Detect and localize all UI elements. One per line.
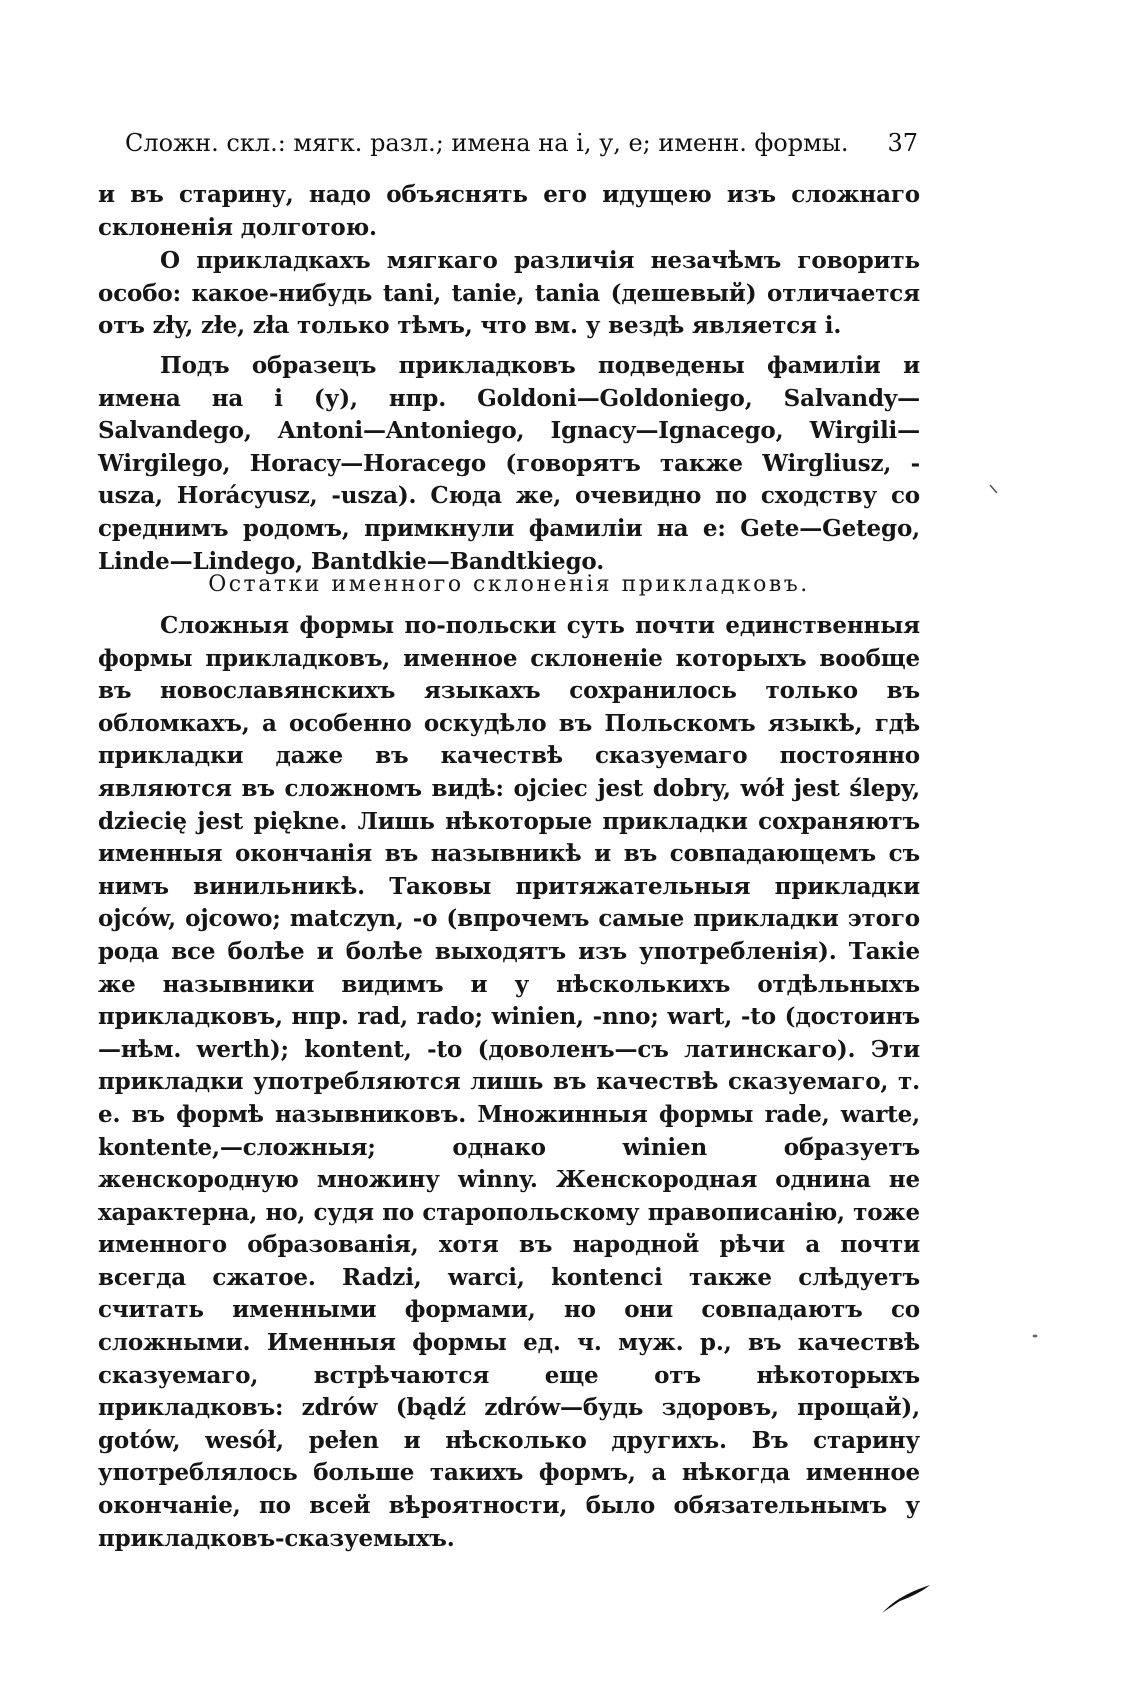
paragraph: и въ старину, надо объяснять его идущею изъ сложнаго склоненія долготою. [98, 181, 920, 241]
stray-dot-icon [1032, 1334, 1038, 1338]
running-header [125, 128, 918, 158]
paragraph: Сложныя формы по-польски суть почти единственныя формы прикладковъ, именное склоненіе которыхъ вообще въ новославянскихъ языкахъ сохранилось только въ обломкахъ, а особенно оскудѣло въ Польскомъ языкѣ, гдѣ прикладки даже въ качествѣ сказуемаго постоянно являются въ сложномъ видѣ: ojciec jest dobry, wół jest ślepy, dziecię jest piękne. Лишь нѣкоторые прикладки сохраняютъ именныя окончанія въ назывникѣ и въ совпадающемъ съ нимъ винильникѣ. Таковы притяжательныя прикладки ojców, ojcowo; matczyn, -o (впрочемъ самые прикладки этого рода все болѣе и болѣе выходятъ изъ употребленія). Такіе же назывники видимъ и у нѣсколькихъ отдѣльныхъ прикладковъ, нпр. rad, rado; winien, -nno; wart, -to (достоинъ—нѣм. werth); kontent, -to (доволенъ—съ латинскаго). Эти прикладки употребляются лишь въ качествѣ сказуемаго, т. е. въ формѣ назывниковъ. Множинныя формы rade, warte, kontente,—сложныя; однако winien образуетъ женскородную множину winny. Женскородная однина не характерна, но, судя по старопольскому правописанію, тоже именного образованія, хотя въ народной рѣчи а почти всегда сжатое. Radzi, warci, kontenci также слѣдуетъ считать именными формами, но они совпадаютъ со сложными. Именныя формы ед. ч. муж. р., въ качествѣ сказуемаго, встрѣчаются еще отъ нѣкоторыхъ прикладковъ: zdrów (bądź zdrów—будь здоровъ, прощай), gotów, wesół, pełen и нѣсколько другихъ. Въ старину употреблялось больше такихъ формъ, а нѣкогда именное окончаніе, по всей вѣроятности, было обязательнымъ у прикладковъ-сказуемыхъ. [98, 612, 920, 1552]
text-block [98, 179, 920, 244]
pen-stroke-icon [880, 1583, 932, 1615]
stray-mark-icon [988, 483, 1000, 495]
page-number: 37 [887, 129, 918, 157]
running-title: Сложн. скл.: мягк. разл.; имена на і, у, е; именн. формы. [125, 129, 849, 157]
paragraph: О прикладкахъ мягкаго различія незачѣмъ говорить особо: какое-нибудь tani, tanie, tania (дешевый) отличается отъ zły, złe, zła только тѣмъ, что вм. у вездѣ является і. [98, 247, 920, 340]
text-block [98, 350, 920, 578]
paragraph: Подъ образецъ прикладковъ подведены фамиліи и имена на і (у), нпр. Goldoni—Goldoniego, Salvandy—Salvandego, Antoni—Antoniego, Ignacy—Ignacego, Wirgili—Wirgilego, Horacy—Horacego (говорятъ также Wirgliusz, -usza, Horácyusz, -usza). Сюда же, очевидно по сходству со среднимъ родомъ, примкнули фамиліи на е: Gete—Getego, Linde—Lindego, Bantdkie—Bandtkiego. [98, 352, 920, 575]
text-block [98, 245, 920, 343]
text-block [98, 610, 920, 1555]
section-heading: Остатки именного склоненія прикладковъ. [208, 572, 810, 597]
